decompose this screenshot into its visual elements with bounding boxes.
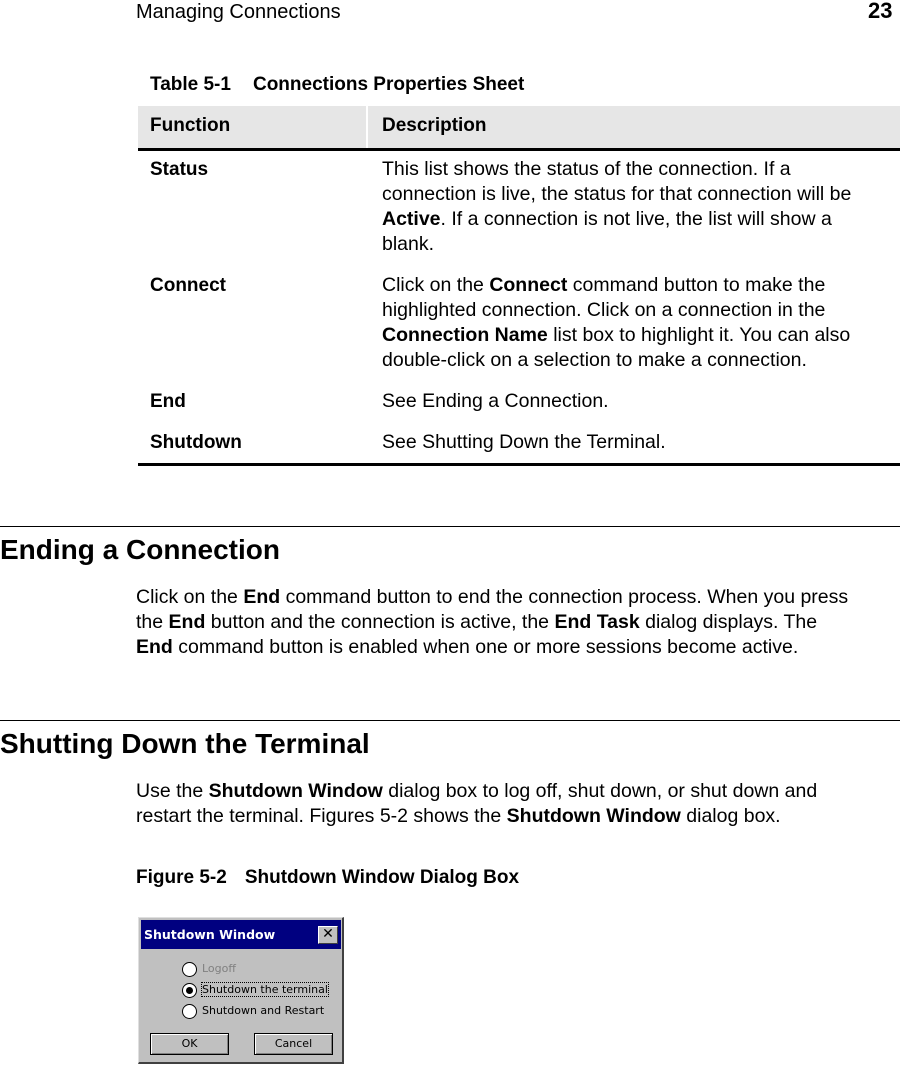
radio-button-selected-icon[interactable] xyxy=(182,983,197,998)
para-text: button and the connection is active, the xyxy=(205,611,555,633)
table-caption-title: Connections Properties Sheet xyxy=(252,74,525,95)
desc-bold-term: Connect xyxy=(489,274,568,296)
table-row-description xyxy=(382,157,897,257)
radio-label: Shutdown and Restart xyxy=(202,1004,325,1017)
page-number: 23 xyxy=(868,0,893,23)
para-bold-term: End xyxy=(243,586,281,608)
table-row-function: Connect xyxy=(150,275,226,296)
radio-label: Shutdown the terminal xyxy=(202,983,328,996)
section-shutdown-paragraph xyxy=(136,779,900,829)
para-bold-term: Shutdown Window xyxy=(506,805,681,827)
radio-label: Logoff xyxy=(202,962,236,975)
figure-caption-title: Shutdown Window Dialog Box xyxy=(244,867,520,888)
radio-button-icon[interactable] xyxy=(182,1004,197,1019)
desc-text: highlighted connection. Click on a connection in the xyxy=(382,299,826,321)
para-bold-term: End xyxy=(168,611,206,633)
para-text: the xyxy=(136,611,169,633)
desc-bold-term: Active xyxy=(382,208,441,230)
page-header-title: Managing Connections xyxy=(136,1,341,23)
desc-text: double-click on a selection to make a connection. xyxy=(382,349,807,371)
para-text: dialog displays. The xyxy=(639,611,818,633)
close-button[interactable] xyxy=(318,926,338,944)
desc-text: list box to highlight it. You can also xyxy=(547,324,851,346)
desc-text: . If a connection is not live, the list will show a xyxy=(440,208,832,230)
section-heading-shutdown: Shutting Down the Terminal xyxy=(0,728,370,759)
section-divider xyxy=(0,720,900,721)
desc-text: command button to make the xyxy=(567,274,826,296)
dialog-title: Shutdown Window xyxy=(144,927,276,942)
table-row-description xyxy=(382,273,897,373)
table-row-description xyxy=(382,389,897,414)
column-header-function: Function xyxy=(150,115,231,136)
para-bold-term: End xyxy=(136,636,173,658)
desc-text: This list shows the status of the connection. If a xyxy=(382,158,791,180)
desc-text: See Ending a Connection. xyxy=(382,390,609,412)
desc-text: See Shutting Down the Terminal. xyxy=(382,431,666,453)
desc-text: Click on the xyxy=(382,274,490,296)
dialog-title-bar[interactable] xyxy=(141,920,341,949)
para-text: dialog box to log off, shut down, or shut down and xyxy=(382,780,818,802)
shutdown-window-dialog xyxy=(138,917,344,1064)
table-row-description xyxy=(382,430,897,455)
table-header-row xyxy=(138,106,900,151)
table-row-function: End xyxy=(150,391,186,412)
figure-caption xyxy=(136,866,519,890)
section-divider xyxy=(0,526,900,527)
desc-text: connection is live, the status for that connection will be xyxy=(382,183,852,205)
ok-button[interactable]: OK xyxy=(150,1033,229,1055)
section-ending-paragraph xyxy=(136,585,900,660)
radio-button-icon[interactable] xyxy=(182,962,197,977)
para-text: dialog box. xyxy=(680,805,781,827)
table-caption-label: Table 5-1 xyxy=(150,74,231,95)
para-text: command button to end the connection process. When you press xyxy=(280,586,849,608)
para-bold-term: Shutdown Window xyxy=(208,780,383,802)
para-text: Click on the xyxy=(136,586,244,608)
desc-text: blank. xyxy=(382,233,435,255)
table-row-function: Shutdown xyxy=(150,432,242,453)
table-caption xyxy=(150,73,524,97)
column-header-description: Description xyxy=(382,115,487,136)
table-row-function: Status xyxy=(150,159,209,180)
section-heading-ending: Ending a Connection xyxy=(0,534,280,565)
para-text: restart the terminal. Figures 5-2 shows the xyxy=(136,805,507,827)
table-bottom-rule xyxy=(138,463,900,466)
close-icon: ✕ xyxy=(322,926,334,942)
para-text: Use the xyxy=(136,780,209,802)
figure-caption-label: Figure 5-2 xyxy=(136,867,227,888)
para-bold-term: End Task xyxy=(554,611,640,633)
para-text: command button is enabled when one or more sessions become active. xyxy=(172,636,799,658)
desc-bold-term: Connection Name xyxy=(382,324,548,346)
cancel-button[interactable]: Cancel xyxy=(254,1033,333,1055)
